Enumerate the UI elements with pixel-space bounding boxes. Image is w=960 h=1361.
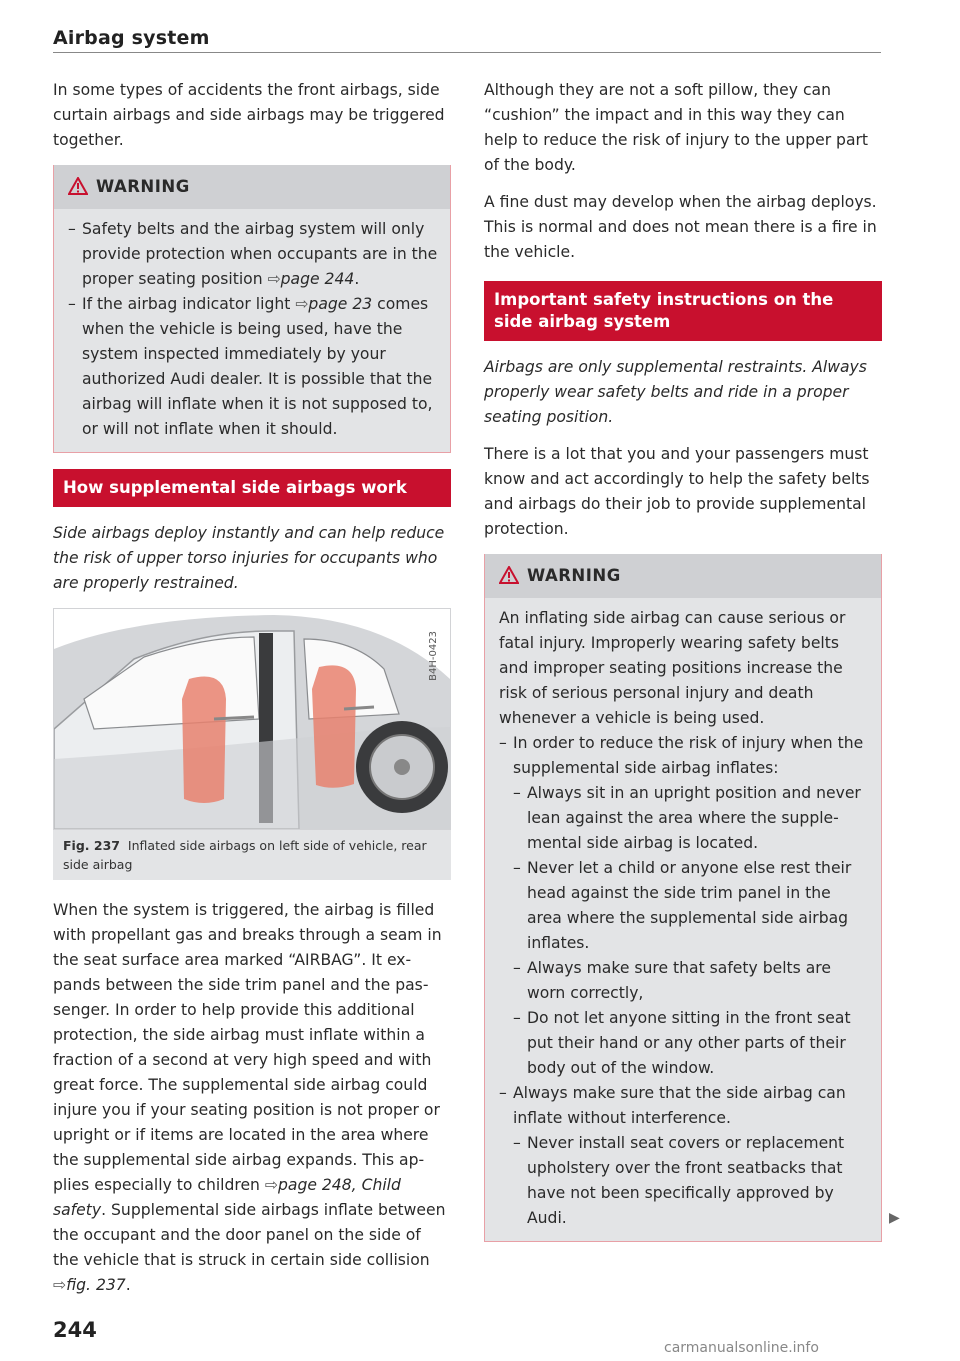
figure-link[interactable]: ⇨fig. 237 <box>53 1276 126 1294</box>
warning-item <box>68 292 438 442</box>
figure-caption <box>53 830 451 880</box>
warning-subitem: – Always make sure that safety belts are worn correctly, <box>499 956 869 1006</box>
warning-heading <box>54 165 450 209</box>
warning-heading-text: WARNING <box>96 177 190 196</box>
warning-body <box>485 598 881 1241</box>
arrow-right-icon: ⇨ <box>295 295 309 313</box>
section-title: Important safety instructions on the side airbag system <box>484 281 882 341</box>
figure <box>53 608 451 880</box>
warning-heading-text: WARNING <box>527 566 621 585</box>
warning-item-text: comes when the vehicle is being used, have the system inspected immediately by your authorized Audi dealer. It is possible that the airbag will inflate when it is not supposed to, or will not inflate when it should. <box>82 295 433 438</box>
arrow-right-icon: ⇨ <box>267 270 281 288</box>
page-link[interactable]: ⇨page 244 <box>267 270 355 288</box>
warning-box <box>53 165 451 453</box>
intro-paragraph: In some types of accidents the front airbags, side curtain airbags and side airbags may be triggered together. <box>53 81 445 149</box>
warning-box <box>484 554 882 1242</box>
watermark: carmanualsonline.info <box>664 1340 819 1356</box>
body-paragraph: Although they are not a soft pillow, they can “cushion” the impact and in this way they can help to reduce the risk of injury to the upper part of the body. <box>484 81 869 174</box>
warning-item: – Always make sure that the side airbag can inflate without interference. – Never install seat covers or replacement upholstery over the front seatbacks that have not been specifically approved by Audi. <box>499 1081 869 1231</box>
left-column <box>53 78 451 1310</box>
page-number: 244 <box>53 1318 97 1342</box>
figure-code: B4H-0423 <box>428 631 439 681</box>
warning-subitem: – Do not let anyone sitting in the front seat put their hand or any other parts of their body out of the window. <box>499 1006 869 1081</box>
warning-heading <box>485 554 881 598</box>
warning-triangle-icon <box>499 566 519 584</box>
warning-item: – Safety belts and the airbag system will only provide protection when occupants are in the proper seating position ⇨page 244. <box>68 217 438 292</box>
arrow-right-icon: ⇨ <box>53 1276 67 1294</box>
right-column <box>484 78 882 1258</box>
warning-subitem: – Always sit in an upright position and never lean against the area where the supplemental side airbag is located. <box>499 781 869 856</box>
section-title: How supplemental side airbags work <box>53 469 451 507</box>
warning-item: – In order to reduce the risk of injury when the supplemental side airbag inflates: – Always sit in an upright position and never lean against the area where the supplemental side airbag is located. – Never let a child or anyone else rest their head against the side trim panel in the area where the supplemental side airbag inflates. – Always make sure that safety belts are worn correctly, – Do not let anyone sitting in the front seat put their hand or any other parts of their body out of the window. <box>499 731 869 1081</box>
header-divider <box>53 52 881 53</box>
car-side-airbag-illustration <box>54 609 450 829</box>
page-header-title: Airbag system <box>53 27 210 49</box>
warning-subitem: – Never install seat covers or replacement upholstery over the front seatbacks that have not been specifically approved by Audi. <box>499 1131 869 1231</box>
page-link[interactable]: ⇨page 248, Child safety <box>53 1176 401 1219</box>
section-intro: Side airbags deploy instantly and can help reduce the risk of upper torso injuries for occupants who are properly restrained. <box>53 524 445 592</box>
continue-arrow-icon: ▶ <box>889 1210 900 1226</box>
warning-item-text: If the airbag indicator light <box>82 295 291 313</box>
warning-triangle-icon <box>68 177 88 195</box>
page-link[interactable]: ⇨page 23 <box>295 295 373 313</box>
warning-subitem: – Never let a child or anyone else rest their head against the side trim panel in the area where the supplemental side airbag inflates. <box>499 856 869 956</box>
warning-intro: An inflating side airbag can cause serious or fatal injury. Improperly wearing safety belts and improper seating positions increase the risk of serious personal injury and death whenever a vehicle is being used. <box>499 609 846 727</box>
body-paragraph: When the system is triggered, the airbag is filled with propellant gas and breaks through a seam in the seat surface area marked “AIRBAG”. It expands between the side trim panel and the passenger. In order to help provide this additional protection, the side airbag must inflate within a fraction of a second at very high speed and with great force. The supplemental side airbag could injure you if your seating position is not proper or upright or if items are located in the area where the supplemental side airbag expands. This applies especially to children ⇨page 248, Child safety. Supplemental side airbags inflate between the occupant and the door panel on the side of the vehicle that is struck in certain side collision ⇨fig. 237. <box>53 901 446 1294</box>
section-intro: Airbags are only supplemental restraints. Always properly wear safety belts and ride in a proper seating position. <box>484 358 867 426</box>
figure-image <box>53 608 451 830</box>
warning-item-text: Safety belts and the airbag system will only provide protection when occupants are in the proper seating position <box>82 220 438 288</box>
body-paragraph: A fine dust may develop when the airbag deploys. This is normal and does not mean there is a fire in the vehicle. <box>484 193 877 261</box>
figure-caption-text: Inflated side airbags on left side of vehicle, rear side airbag <box>63 838 427 872</box>
arrow-right-icon: ⇨ <box>264 1176 278 1194</box>
warning-body <box>54 209 450 452</box>
figure-label: Fig. 237 <box>63 838 120 853</box>
body-paragraph: There is a lot that you and your passengers must know and act accordingly to help the safety belts and airbags do their job to provide supplemental protection. <box>484 445 870 538</box>
